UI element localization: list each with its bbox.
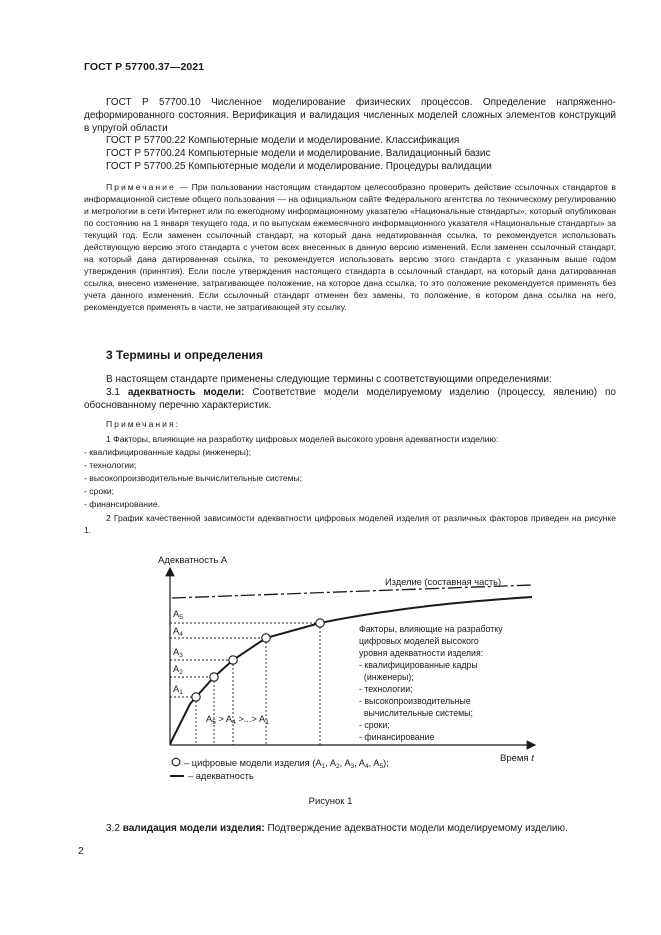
legend-circle-icon bbox=[172, 758, 180, 766]
legend-line-label: – адекватность bbox=[188, 771, 254, 781]
page-number: 2 bbox=[78, 846, 84, 857]
factors-line-5: (инженеры); bbox=[359, 672, 414, 682]
model-point-a3 bbox=[229, 656, 237, 664]
note-text: — При пользовании настоящим стандартом целесообразно проверить действие ссылочных стандартов в информационной системе общего пользования — на официальном сайте Федерального агентства по техническому регулированию и метрологии в сети Интернет или по ежегодному информационному указателю «Национальные стандарты», который опубликован по состоянию на 1 января текущего года, и по выпускам ежемесячного информационного указателя «Национальные стандарты» за текущий год. Если заменен ссылочный стандарт, на который дана недатированная ссылка, то рекомендуется использовать действующую версию этого стандарта с учетом всех внесенных в данную версию изменений. Если заменен ссылочный стандарт, на который дана датированная ссылка, то рекомендуется использовать версию этого стандарта с указанным выше годом утверждения (принятия). Если после утверждения настоящего стандарта в ссылочный стандарт, на который дана датированная ссылка, внесено изменение, затрагивающее положение, на которое дана ссылка, то это положение рекомендуется применять без учета данного изменения. Если ссылочный стандарт отменен без замены, то положение, в котором дана ссылка на него, рекомендуется применять в части, не затрагивающей эту ссылку. bbox=[84, 182, 616, 312]
note-1-item-4: - сроки; bbox=[84, 486, 115, 496]
level-a4-label: $A_4$ bbox=[173, 626, 183, 638]
term-3-2-number: 3.2 bbox=[106, 823, 123, 834]
term-3-1-number: 3.1 bbox=[106, 387, 128, 398]
factors-line-6: - технологии; bbox=[359, 684, 413, 694]
level-a3-label: $A_3$ bbox=[173, 647, 183, 659]
level-a5-label: $A_5$ bbox=[173, 609, 183, 621]
reference-item-3: ГОСТ Р 57700.24 Компьютерные модели и моделирование. Валидационный базис bbox=[106, 148, 491, 159]
term-3-2-term: валидация модели изделия: bbox=[122, 823, 265, 834]
level-a2-label: $A_2$ bbox=[173, 664, 183, 676]
reference-item-2: ГОСТ Р 57700.22 Компьютерные модели и моделирование. Классификация bbox=[106, 135, 460, 146]
note-lead: Примечание bbox=[106, 182, 176, 192]
model-point-a4 bbox=[262, 634, 270, 642]
y-axis-label: Адекватность А bbox=[158, 555, 228, 566]
product-line-label: Изделие (составная часть) bbox=[385, 577, 502, 587]
term-3-2-definition: Подтверждение адекватности модели моделируемому изделию. bbox=[264, 823, 568, 834]
model-point-a1 bbox=[192, 693, 200, 701]
note-1-item-1: - квалифицированные кадры (инженеры); bbox=[84, 447, 252, 457]
x-axis-label: Время t bbox=[500, 753, 534, 764]
section-intro: В настоящем стандарте применены следующие термины с соответствующими определениями: bbox=[106, 374, 552, 385]
model-point-a2 bbox=[210, 673, 218, 681]
factors-line-4: - квалифицированные кадры bbox=[359, 660, 478, 670]
term-3-1-definition: Соответствие модели моделируемому изделию (процессу, явлению) по обоснованному перечню характеристик. bbox=[84, 387, 616, 411]
note-2: 2 График качественной зависимости адекватности цифровых моделей изделия от различных факторов приведен на рисунке 1. bbox=[84, 513, 616, 535]
level-labels bbox=[173, 609, 183, 696]
factors-line-8: вычислительные системы; bbox=[359, 708, 473, 718]
factors-line-7: - высокопроизводительные bbox=[359, 696, 471, 706]
document-header: ГОСТ Р 57700.37—2021 bbox=[84, 61, 205, 73]
level-guides bbox=[170, 623, 320, 745]
order-label: $A_5 > A_4$ >...> $A_1$ bbox=[206, 714, 269, 726]
figure-caption: Рисунок 1 bbox=[308, 796, 353, 807]
note-1: 1 Факторы, влияющие на разработку цифровых моделей высокого уровня адекватности изделию: bbox=[106, 434, 499, 444]
section-title: 3 Термины и определения bbox=[106, 348, 264, 362]
reference-item-1: ГОСТ Р 57700.10 Численное моделирование физических процессов. Определение напряженно-деформированного состояния. Верификация и валидация численных моделей сложных элементов конструкций в упругой области bbox=[84, 97, 616, 134]
reference-item-4: ГОСТ Р 57700.25 Компьютерные модели и моделирование. Процедуры валидации bbox=[106, 161, 492, 172]
factors-line-3: уровня адекватности изделия: bbox=[359, 648, 484, 658]
level-a1-label: $A_1$ bbox=[173, 684, 183, 696]
factors-line-1: Факторы, влияющие на разработку bbox=[359, 624, 503, 634]
factors-line-9: - сроки; bbox=[359, 720, 390, 730]
model-point-a5 bbox=[316, 619, 324, 627]
term-3-2 bbox=[84, 822, 616, 835]
note-1-item-3: - высокопроизводительные вычислительные системы; bbox=[84, 473, 303, 483]
term-3-1-term: адекватность модели: bbox=[127, 387, 245, 398]
notes-title: Примечания: bbox=[106, 419, 181, 429]
note-1-item-5: - финансирование. bbox=[84, 499, 161, 509]
factors-list bbox=[359, 624, 503, 742]
legend-circle-label: – цифровые модели изделия ($A_1$, $A_2$, $A_3$, $A_4$, $A_5$); bbox=[184, 758, 389, 770]
factors-line-10: - финансирование bbox=[359, 732, 435, 742]
note-1-item-2: - технологии; bbox=[84, 460, 137, 470]
factors-line-2: цифровых моделей высокого bbox=[359, 636, 479, 646]
